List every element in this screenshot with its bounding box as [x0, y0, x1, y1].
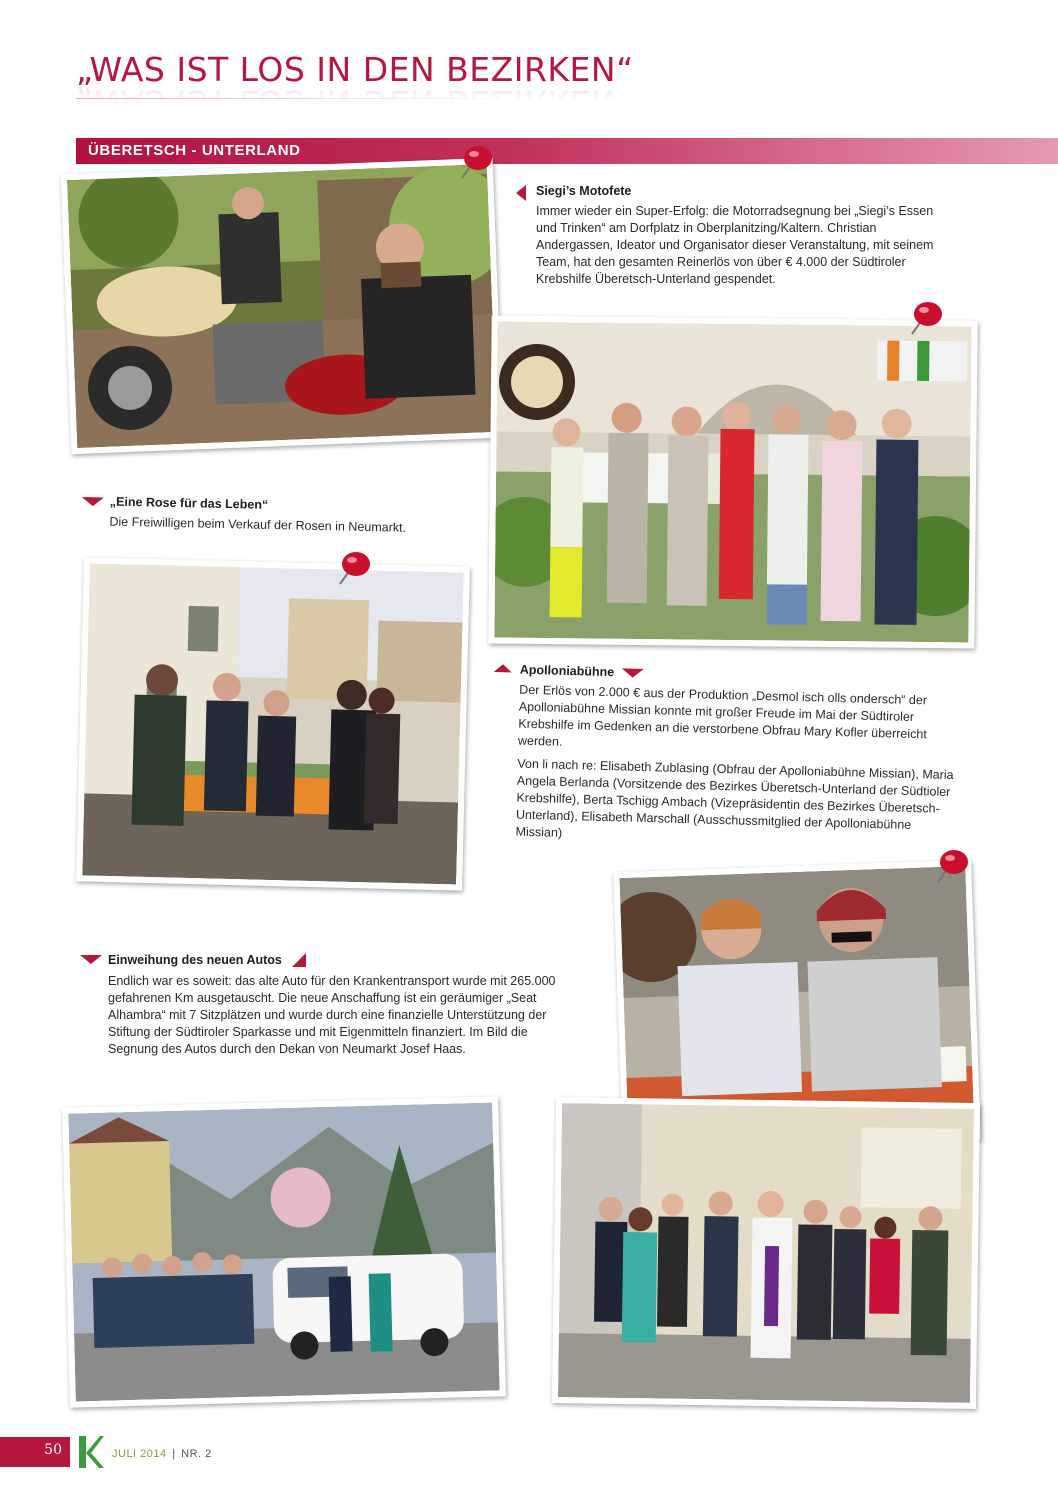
section-bar [76, 138, 1058, 164]
footer-separator: | [172, 1448, 176, 1460]
article-heading: Siegi’s Motofete [536, 184, 632, 198]
krebshilfe-k-logo-icon [78, 1435, 104, 1469]
article-body: Der Erlös von 2.000 € aus der Produktion „Desmol isch olls ondersch“ der Apolloniabühne Missian konnte mit großer Freude im Mai der Südtiroler Krebshilfe im Gedenken an die verstorbene Obfrau Mary Kofler überreicht werden. [517, 682, 928, 749]
issue-number: NR. 2 [181, 1448, 212, 1460]
pin-icon [934, 846, 970, 884]
article-rose [81, 494, 462, 538]
triangle-down-icon [82, 497, 104, 506]
article-heading-text: Einweihung des neuen Autos [108, 953, 282, 967]
article-heading: „Eine Rose für das Leben“ [109, 494, 269, 512]
title-reflection [76, 98, 536, 99]
issue-date: JULI 2014 [112, 1448, 167, 1460]
triangle-down-icon [622, 668, 644, 678]
article-heading [108, 952, 564, 968]
article-body: Immer wieder ein Super-Erfolg: die Motorradsegnung bei „Siegi’s Essen und Trinken“ am Dorfplatz in Oberplanitzing/Kaltern. Christian Andergassen, Ideator und Organisator dieser Veranstaltung, mit seinem Team, hat den gesamten Reinerlös von über € 4.000 der Südtiroler Krebshilfe Überetsch-Unterland gespendet. [536, 204, 934, 286]
page-title: „WAS IST LOS IN DEN BEZIRKEN“ [76, 50, 634, 89]
article-motofete [516, 184, 956, 288]
photo-motofete [61, 158, 503, 454]
article-heading-text: Apolloniabühne [519, 662, 615, 680]
triangle-down-icon [80, 955, 102, 964]
page-number-bar [0, 1437, 70, 1467]
page-number: 50 [44, 1442, 62, 1458]
article-body: Endlich war es soweit: das alte Auto für den Krankentransport wurde mit 265.000 gefahrenen Km ausgetauscht. Die neue Anschaffung ist ein geräumiger „Seat Alhambra“ mit 7 Sitzplätzen und wurde durch eine finanzielle Unterstützung der Stiftung der Südtiroler Sparkasse und mit Eigenmitteln finanziert. Im Bild die Segnung des Autos durch den Dekan von Neumarkt Josef Haas. [108, 974, 556, 1056]
pin-icon [336, 548, 372, 586]
triangle-up-icon [494, 664, 512, 672]
photo-car-blessing [62, 1096, 506, 1407]
pin-icon [458, 142, 494, 180]
section-label: ÜBERETSCH - UNTERLAND [88, 142, 301, 159]
article-apollonia [489, 662, 959, 852]
photo-blessing-group [552, 1097, 980, 1409]
photo-caption: Von li nach re: Elisabeth Zublasing (Obfrau der Apolloniabühne Missian), Maria Angela Berlanda (Vorsitzende des Bezirkes Überetsch-Unterland der Südtioler Krebshilfe), Berta Tschigg Ambach (Vizepräsidentin des Bezirkes Überetsch-Unterland), Elisabeth Marschall (Ausschussmitglied der Apolloniabühne Missian) [515, 756, 954, 840]
footer-issue [112, 1448, 212, 1460]
article-auto [80, 952, 564, 1058]
triangle-corner-icon [290, 952, 308, 968]
pin-icon [908, 298, 944, 336]
photo-apollonia-group [488, 315, 977, 648]
photo-rose-neumarkt [76, 557, 470, 890]
article-body: Die Freiwilligen beim Verkauf der Rosen in Neumarkt. [109, 514, 407, 535]
triangle-left-icon [516, 185, 526, 201]
